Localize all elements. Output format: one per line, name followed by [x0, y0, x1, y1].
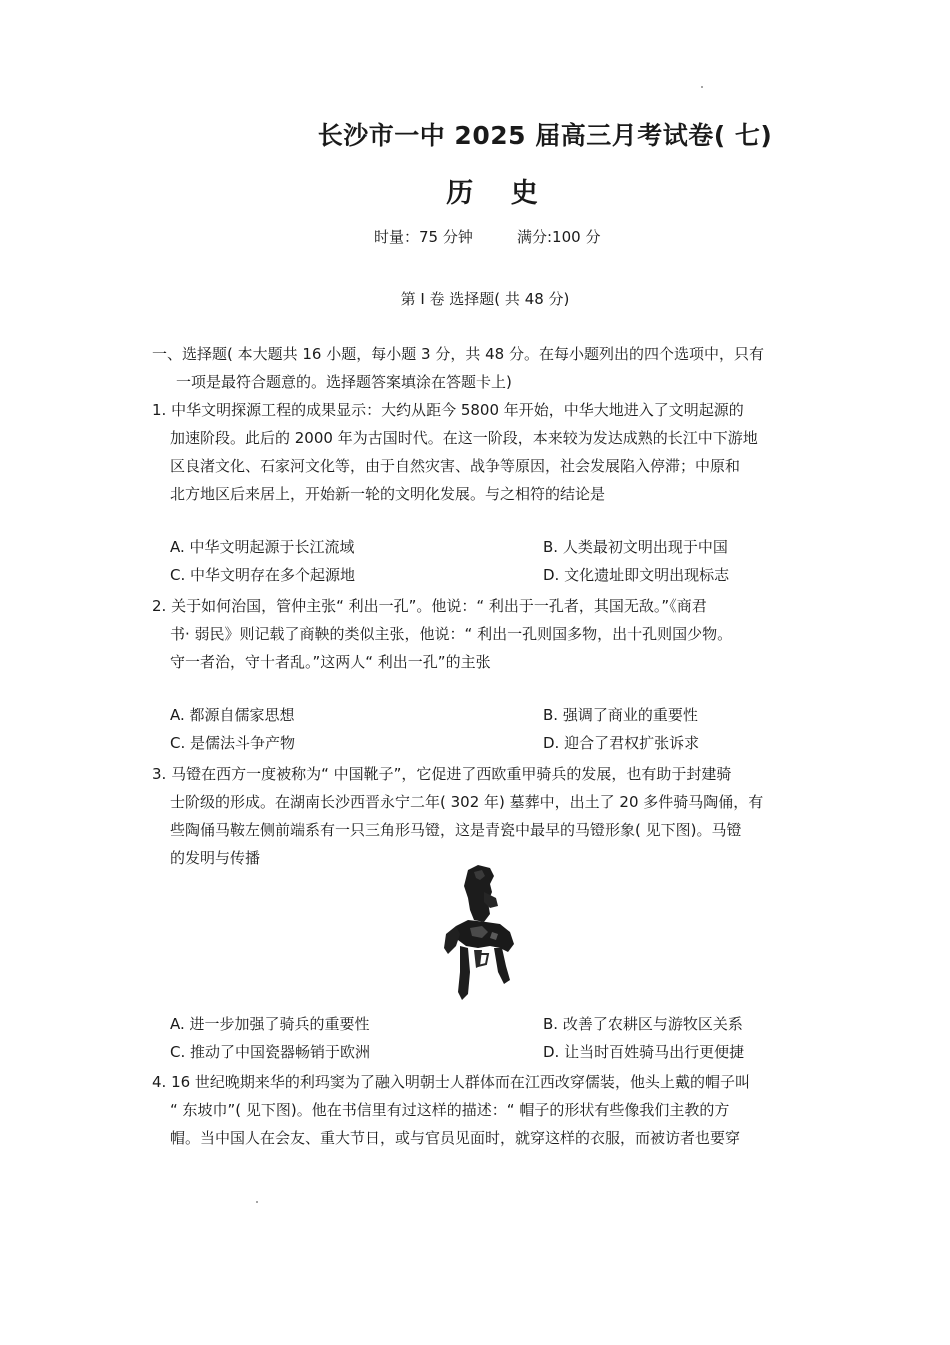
subject-title: 历 史 — [446, 178, 552, 209]
question-line: 帽。当中国人在会友、重大节日，或与官员见面时，就穿这样的衣服，而被访者也要穿 — [170, 1129, 741, 1147]
pottery-rider-figure — [438, 862, 520, 1004]
question-line: 1. 中华文明探源工程的成果显示：大约从距今 5800 年开始，中华大地进入了文明起源的 — [152, 401, 744, 419]
question-3-stem — [152, 760, 804, 872]
q1-option-b[interactable]: B. 人类最初文明出现于中国 — [543, 538, 728, 556]
question-4-stem — [152, 1068, 804, 1152]
q1-option-c[interactable]: C. 中华文明存在多个起源地 — [170, 566, 356, 584]
q3-option-b[interactable]: B. 改善了农耕区与游牧区关系 — [543, 1015, 743, 1033]
question-line: 的发明与传播 — [170, 849, 261, 867]
exam-full-score: 满分:100 分 — [517, 228, 601, 246]
question-1-stem — [152, 396, 804, 508]
question-line: 守一者治，守十者乱。”这两人“ 利出一孔”的主张 — [170, 653, 491, 671]
q3-option-a[interactable]: A. 进一步加强了骑兵的重要性 — [170, 1015, 370, 1033]
exam-duration: 时量：75 分钟 — [374, 228, 473, 246]
q3-option-c[interactable]: C. 推动了中国瓷器畅销于欧洲 — [170, 1043, 371, 1061]
question-line: 4. 16 世纪晚期来华的利玛窦为了融入明朝士人群体而在江西改穿儒装，他头上戴的帽子叫 — [152, 1073, 750, 1091]
exam-title: 长沙市一中 2025 届高三月考试卷( 七) — [317, 121, 773, 150]
instructions-line: 一、选择题( 本大题共 16 小题，每小题 3 分，共 48 分。在每小题列出的四个选项中，只有 — [152, 345, 764, 363]
q2-option-a[interactable]: A. 都源自儒家思想 — [170, 706, 295, 724]
question-line: 区良渚文化、石家河文化等，由于自然灾害、战争等原因，社会发展陷入停滞；中原和 — [170, 457, 741, 475]
q1-option-a[interactable]: A. 中华文明起源于长江流域 — [170, 538, 355, 556]
scan-speck — [256, 1201, 258, 1203]
section-instructions — [152, 340, 804, 396]
q2-option-c[interactable]: C. 是儒法斗争产物 — [170, 734, 296, 752]
q1-option-d[interactable]: D. 文化遗址即文明出现标志 — [543, 566, 730, 584]
question-line: 加速阶段。此后的 2000 年为古国时代。在这一阶段，本来较为发达成熟的长江中下游地 — [170, 429, 758, 447]
instructions-line: 一项是最符合题意的。选择题答案填涂在答题卡上) — [176, 373, 512, 391]
question-line: 3. 马镫在西方一度被称为“ 中国靴子”，它促进了西欧重甲骑兵的发展，也有助于封建骑 — [152, 765, 732, 783]
question-line: 北方地区后来居上，开始新一轮的文明化发展。与之相符的结论是 — [170, 485, 606, 503]
question-2-stem — [152, 592, 804, 676]
question-line: 些陶俑马鞍左侧前端系有一只三角形马镫，这是青瓷中最早的马镫形象( 见下图)。马镫 — [170, 821, 742, 839]
question-line: 书· 弱民》则记载了商鞅的类似主张，他说：“ 利出一孔则国多物，出十孔则国少物。 — [170, 625, 733, 643]
question-line: 2. 关于如何治国，管仲主张“ 利出一孔”。他说：“ 利出于一孔者，其国无敌。”《商君 — [152, 597, 707, 615]
scan-speck — [701, 86, 703, 88]
question-line: “ 东坡巾”( 见下图)。他在书信里有过这样的描述：“ 帽子的形状有些像我们主教的方 — [170, 1101, 730, 1119]
q2-option-d[interactable]: D. 迎合了君权扩张诉求 — [543, 734, 700, 752]
section-heading: 第 Ⅰ 卷 选择题( 共 48 分) — [400, 290, 570, 308]
q2-option-b[interactable]: B. 强调了商业的重要性 — [543, 706, 698, 724]
q3-option-d[interactable]: D. 让当时百姓骑马出行更便捷 — [543, 1043, 745, 1061]
question-line: 士阶级的形成。在湖南长沙西晋永宁二年( 302 年) 墓葬中，出土了 20 多件骑马陶俑，有 — [170, 793, 764, 811]
